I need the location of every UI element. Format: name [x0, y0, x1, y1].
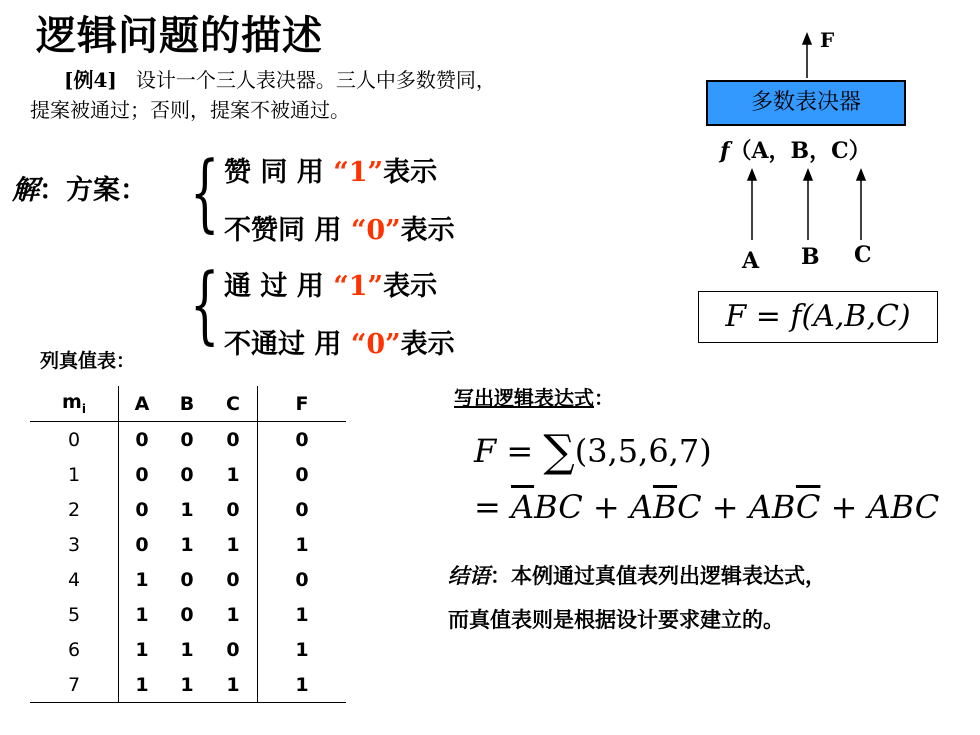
- table-row: 6 1 1 0 1: [30, 632, 346, 667]
- option-pass: 通 过 用 “1”表示: [224, 271, 438, 302]
- option-agree: 赞 同 用 “1”表示: [224, 157, 438, 188]
- input-label-b: B: [801, 244, 820, 270]
- table-row: 4 1 0 0 0: [30, 562, 346, 597]
- sum-of-minterms-equation: F = ∑(3,5,6,7): [474, 426, 712, 477]
- problem-line-2: 提案被通过；否则，提案不被通过。: [30, 98, 350, 122]
- table-row: 7 1 1 1 1: [30, 667, 346, 703]
- truth-table-header: [30, 386, 346, 422]
- table-row: 5 1 0 1 1: [30, 597, 346, 632]
- function-formula-box: F = f(A,B,C): [698, 291, 938, 343]
- input-label-a: A: [742, 248, 760, 274]
- majority-voter-box: 多数表决器: [706, 80, 906, 126]
- input-label-c: C: [854, 242, 872, 268]
- function-label: f（A，B，C）: [720, 138, 871, 164]
- option-fail: 不通过 用 “0”表示: [224, 329, 455, 360]
- output-label-f: F: [820, 28, 835, 52]
- example-tag: [例4]: [64, 68, 117, 92]
- table-row: 1 0 0 1 0: [30, 457, 346, 492]
- expression-title: 写出逻辑表达式：: [454, 386, 614, 410]
- input-arrow-c-head: [857, 170, 865, 180]
- header-a: A: [119, 386, 166, 422]
- brace-left-2: {: [190, 255, 220, 353]
- header-b: B: [165, 386, 209, 422]
- option-disagree: 不赞同 用 “0”表示: [224, 215, 455, 246]
- header-f: F: [258, 386, 347, 422]
- header-c: C: [209, 386, 258, 422]
- page-title: 逻辑问题的描述: [36, 13, 323, 59]
- logic-expression: = $\overline{A}BC + A\overline{B}C + AB\overline{C}$ + ABC: [474, 488, 940, 526]
- conclusion-line-2: 而真值表则是根据设计要求建立的。: [448, 608, 784, 632]
- truth-table: [30, 386, 346, 703]
- brace-left-1: {: [190, 143, 220, 241]
- truth-table-caption: 列真值表：: [40, 350, 136, 372]
- input-arrow-b-head: [804, 170, 812, 180]
- input-arrow-a-head: [748, 170, 756, 180]
- table-row: 3 0 1 1 1: [30, 527, 346, 562]
- problem-line-1: [例4] 设计一个三人表决器。三人中多数赞同，: [64, 68, 496, 92]
- solution-label: 解：方案：: [12, 175, 147, 206]
- output-arrow-head: [803, 34, 811, 44]
- table-row: 2 0 1 0 0: [30, 492, 346, 527]
- header-mi: $m_i$: [30, 386, 119, 422]
- conclusion-label: 结语: [448, 564, 490, 588]
- conclusion-line-1: 结语：本例通过真值表列出逻辑表达式，: [448, 564, 826, 588]
- solution-jie: 解: [12, 175, 39, 206]
- table-row: 0 0 0 0 0: [30, 422, 346, 458]
